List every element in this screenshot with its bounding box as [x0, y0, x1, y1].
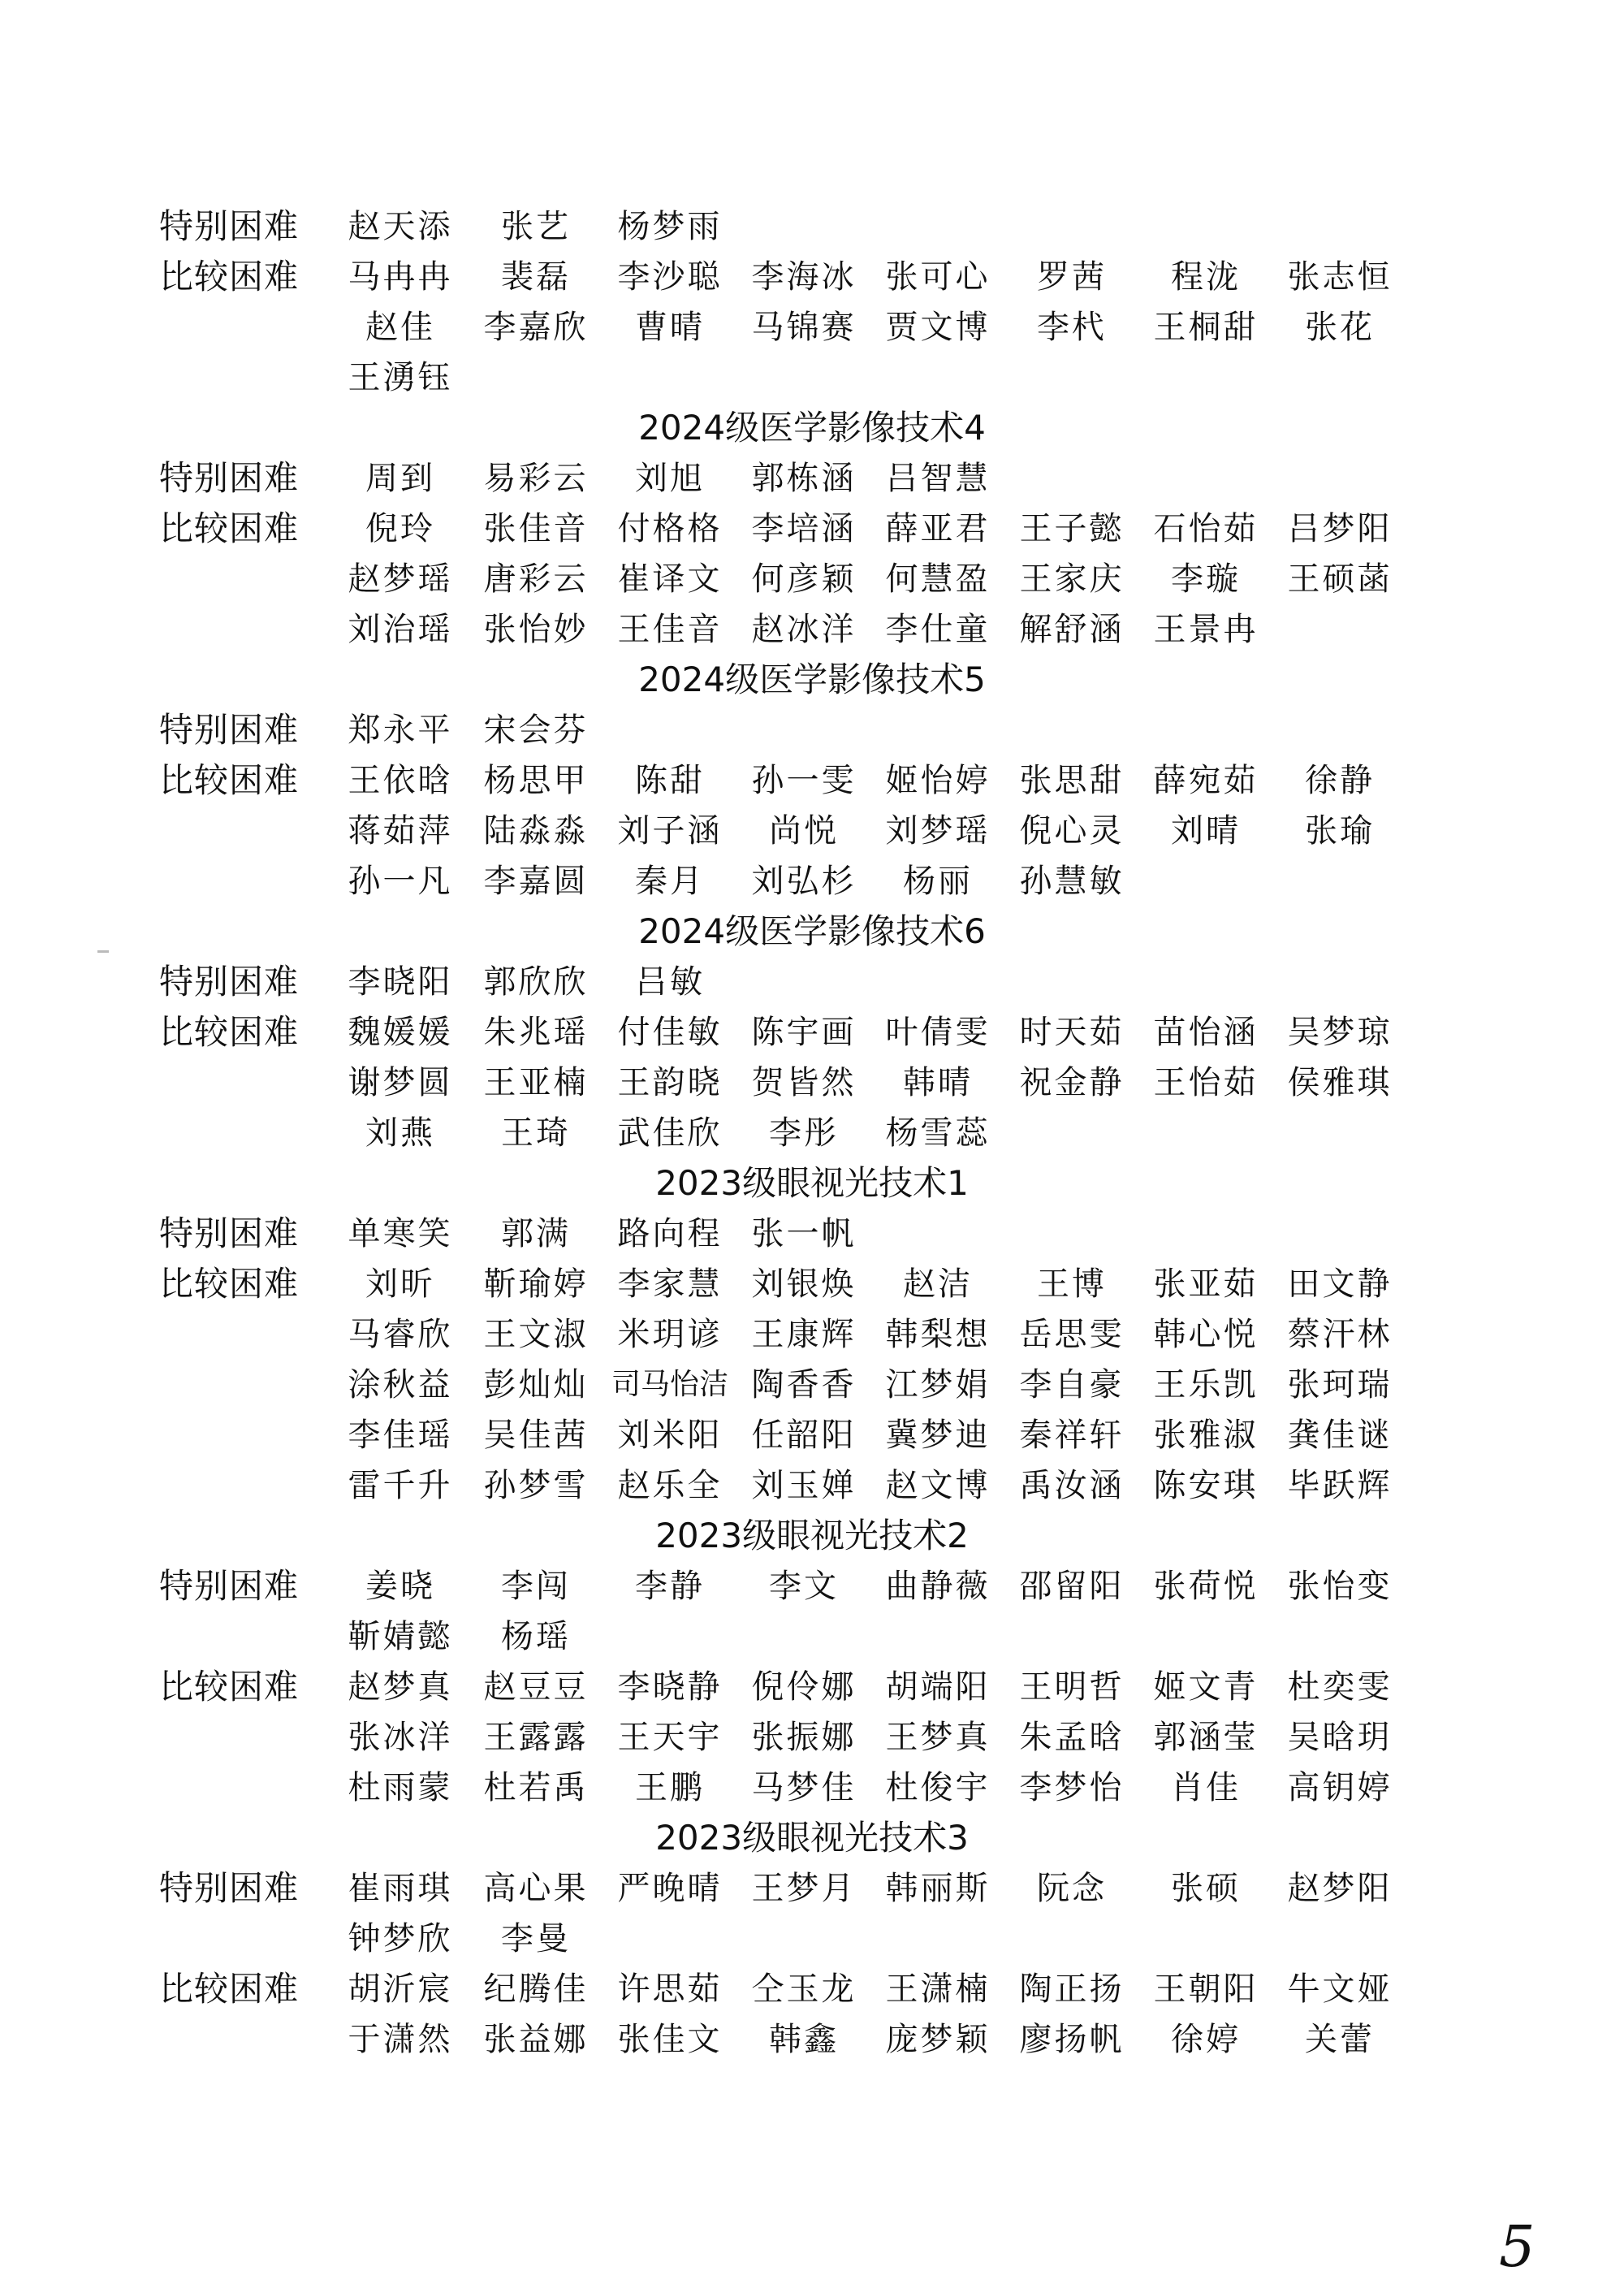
student-name: 王佳音 — [617, 611, 723, 648]
class-heading: 2024级医学影像技术6 — [638, 911, 986, 951]
hardship-category-label: 特别困难 — [159, 1213, 300, 1253]
student-name: 姬文青 — [1153, 1668, 1259, 1706]
name-row — [0, 1611, 1624, 1662]
student-name: 王硕菡 — [1287, 560, 1393, 598]
student-name: 高心果 — [483, 1870, 589, 1907]
student-name: 张荷悦 — [1153, 1568, 1259, 1605]
student-name: 胡端阳 — [885, 1668, 991, 1706]
hardship-category-label: 特别困难 — [159, 458, 300, 498]
student-name: 李嘉圆 — [483, 863, 589, 900]
student-name: 王子懿 — [1019, 510, 1125, 547]
hardship-category-label: 特别困难 — [159, 206, 300, 246]
student-name: 武佳欣 — [617, 1114, 723, 1152]
student-name: 蒋茹萍 — [348, 812, 453, 850]
name-row — [0, 1561, 1624, 1611]
student-name: 李自豪 — [1019, 1366, 1125, 1404]
student-name: 赵梦阳 — [1287, 1870, 1393, 1907]
student-name: 张珂瑞 — [1287, 1366, 1393, 1404]
class-heading: 2024级医学影像技术4 — [638, 408, 986, 448]
student-name: 何慧盈 — [885, 560, 991, 598]
student-name: 李曼 — [501, 1920, 571, 1957]
hardship-category-label: 特别困难 — [159, 1566, 300, 1606]
student-name: 王湧钰 — [348, 359, 453, 396]
student-name: 韩梨想 — [885, 1316, 991, 1353]
page-number: 5 — [1499, 2213, 1535, 2280]
name-row — [0, 1259, 1624, 1309]
student-name: 王康辉 — [751, 1316, 857, 1353]
student-name: 肖佳 — [1171, 1769, 1241, 1806]
student-name: 吕智慧 — [885, 460, 991, 497]
student-name: 张雅淑 — [1153, 1417, 1259, 1454]
student-name: 冀梦迪 — [885, 1417, 991, 1454]
name-row — [0, 504, 1624, 554]
student-name: 王琦 — [501, 1114, 571, 1152]
student-name: 陶香香 — [751, 1366, 857, 1404]
student-name: 王文淑 — [483, 1316, 589, 1353]
student-name: 张冰洋 — [348, 1719, 453, 1756]
student-name: 石怡茹 — [1153, 510, 1259, 547]
student-name: 李嘉欣 — [483, 309, 589, 346]
student-name: 付佳敏 — [617, 1014, 723, 1051]
student-name: 时天茹 — [1019, 1014, 1125, 1051]
name-row — [0, 1863, 1624, 1914]
student-name: 秦祥轩 — [1019, 1417, 1125, 1454]
student-name: 仝玉龙 — [751, 1970, 857, 2008]
student-name: 张亚茹 — [1153, 1265, 1259, 1303]
student-name: 苗怡涵 — [1153, 1014, 1259, 1051]
name-row — [0, 1360, 1624, 1410]
student-name: 张佳文 — [617, 2021, 723, 2058]
student-name: 杜奕雯 — [1287, 1668, 1393, 1706]
student-name: 陈甜 — [635, 762, 705, 799]
student-name: 贺皆然 — [751, 1064, 857, 1101]
student-name: 姜晓 — [365, 1568, 435, 1605]
name-row — [0, 1460, 1624, 1511]
student-name: 倪心灵 — [1019, 812, 1125, 850]
student-name: 吴佳茜 — [483, 1417, 589, 1454]
student-name: 李晓阳 — [348, 963, 453, 1001]
student-name: 王天宇 — [617, 1719, 723, 1756]
name-row — [0, 1209, 1624, 1259]
student-name: 许思茹 — [617, 1970, 723, 2008]
student-name: 李彤 — [769, 1114, 839, 1152]
student-name: 杨梦雨 — [617, 208, 723, 245]
student-name: 李仕童 — [885, 611, 991, 648]
student-name: 张佳音 — [483, 510, 589, 547]
name-row — [0, 201, 1624, 252]
name-row — [0, 1914, 1624, 1964]
name-row — [0, 1763, 1624, 1813]
student-name: 周到 — [365, 460, 435, 497]
student-name: 杨雪蕊 — [885, 1114, 991, 1152]
student-name: 宋会芬 — [483, 712, 589, 749]
student-name: 陶正扬 — [1019, 1970, 1125, 2008]
student-name: 张花 — [1305, 309, 1375, 346]
student-name: 刘晴 — [1171, 812, 1241, 850]
student-name: 祝金静 — [1019, 1064, 1125, 1101]
student-name: 靳婧懿 — [348, 1618, 453, 1655]
student-name: 贾文博 — [885, 309, 991, 346]
student-name: 赵洁 — [903, 1265, 973, 1303]
student-name: 陆淼淼 — [483, 812, 589, 850]
student-name: 胡沂宸 — [348, 1970, 453, 2008]
student-name: 李家慧 — [617, 1265, 723, 1303]
student-name: 田文静 — [1287, 1265, 1393, 1303]
student-name: 刘燕 — [365, 1114, 435, 1152]
student-name: 阮念 — [1037, 1870, 1107, 1907]
student-name: 王鹏 — [635, 1769, 705, 1806]
student-name: 马冉冉 — [348, 258, 453, 296]
student-name: 张硕 — [1171, 1870, 1241, 1907]
student-name: 姬怡婷 — [885, 762, 991, 799]
student-name: 叶倩雯 — [885, 1014, 991, 1051]
student-name: 秦月 — [635, 863, 705, 900]
student-name: 王明哲 — [1019, 1668, 1125, 1706]
name-row — [0, 302, 1624, 353]
name-row — [0, 353, 1624, 403]
student-name: 张益娜 — [483, 2021, 589, 2058]
student-name: 尚悦 — [769, 812, 839, 850]
student-name: 张怡妙 — [483, 611, 589, 648]
class-heading: 2023级眼视光技术2 — [655, 1516, 969, 1555]
student-name: 付格格 — [617, 510, 723, 547]
student-name: 刘旭 — [635, 460, 705, 497]
class-heading: 2024级医学影像技术5 — [638, 660, 986, 699]
student-name: 王依晗 — [348, 762, 453, 799]
student-name: 吕梦阳 — [1287, 510, 1393, 547]
student-name: 李培涵 — [751, 510, 857, 547]
student-name: 吴梦琼 — [1287, 1014, 1393, 1051]
student-name: 李静 — [635, 1568, 705, 1605]
student-name: 赵梦瑶 — [348, 560, 453, 598]
name-row — [0, 1964, 1624, 2014]
student-name: 杜俊宇 — [885, 1769, 991, 1806]
student-name: 韩晴 — [903, 1064, 973, 1101]
student-name: 李晓静 — [617, 1668, 723, 1706]
student-name: 庞梦颖 — [885, 2021, 991, 2058]
student-name: 钟梦欣 — [348, 1920, 453, 1957]
student-name: 吴晗玥 — [1287, 1719, 1393, 1756]
student-name: 彭灿灿 — [483, 1366, 589, 1404]
student-name: 王朝阳 — [1153, 1970, 1259, 2008]
student-name: 刘治瑶 — [348, 611, 453, 648]
student-name: 赵冰洋 — [751, 611, 857, 648]
name-row — [0, 554, 1624, 604]
student-name: 谢梦圆 — [348, 1064, 453, 1101]
student-name: 王潇楠 — [885, 1970, 991, 2008]
student-name: 孙梦雪 — [483, 1467, 589, 1504]
student-name: 王亚楠 — [483, 1064, 589, 1101]
student-name: 江梦娟 — [885, 1366, 991, 1404]
student-name: 龚佳谜 — [1287, 1417, 1393, 1454]
student-name: 易彩云 — [483, 460, 589, 497]
hardship-category-label: 比较困难 — [159, 508, 300, 548]
student-name: 马睿欣 — [348, 1316, 453, 1353]
student-name: 刘子涵 — [617, 812, 723, 850]
student-name: 刘玉婵 — [751, 1467, 857, 1504]
student-name: 王桐甜 — [1153, 309, 1259, 346]
hardship-category-label: 比较困难 — [159, 257, 300, 296]
student-name: 罗茜 — [1037, 258, 1107, 296]
student-name: 张振娜 — [751, 1719, 857, 1756]
student-name: 司马怡洁 — [611, 1368, 728, 1401]
student-name: 纪腾佳 — [483, 1970, 589, 2008]
student-name: 张艺 — [501, 208, 571, 245]
name-row — [0, 957, 1624, 1007]
student-name: 王景冉 — [1153, 611, 1259, 648]
student-name: 裴磊 — [501, 258, 571, 296]
name-row — [0, 1007, 1624, 1058]
hardship-category-label: 特别困难 — [159, 962, 300, 1001]
name-row — [0, 2014, 1624, 2065]
student-name: 米玥谚 — [617, 1316, 723, 1353]
student-name: 邵留阳 — [1019, 1568, 1125, 1605]
student-name: 孙一雯 — [751, 762, 857, 799]
student-name: 唐彩云 — [483, 560, 589, 598]
student-name: 雷千升 — [348, 1467, 453, 1504]
student-name: 倪伶娜 — [751, 1668, 857, 1706]
name-row — [0, 1712, 1624, 1763]
student-name: 单寒笑 — [348, 1215, 453, 1252]
student-name: 倪玲 — [365, 510, 435, 547]
student-name: 赵乐全 — [617, 1467, 723, 1504]
student-name: 李闯 — [501, 1568, 571, 1605]
name-row — [0, 705, 1624, 755]
hardship-category-label: 比较困难 — [159, 1012, 300, 1052]
student-name: 廖扬帆 — [1019, 2021, 1125, 2058]
student-name: 解舒涵 — [1019, 611, 1125, 648]
student-name: 王韵晓 — [617, 1064, 723, 1101]
student-name: 曲静薇 — [885, 1568, 991, 1605]
student-name: 高钥婷 — [1287, 1769, 1393, 1806]
student-name: 徐静 — [1305, 762, 1375, 799]
class-heading: 2023级眼视光技术1 — [655, 1163, 969, 1203]
hardship-category-label: 比较困难 — [159, 760, 300, 800]
student-name: 路向程 — [617, 1215, 723, 1252]
student-name: 杨丽 — [903, 863, 973, 900]
student-name: 郭栋涵 — [751, 460, 857, 497]
student-name: 张一帆 — [751, 1215, 857, 1252]
student-name: 侯雅琪 — [1287, 1064, 1393, 1101]
student-name: 朱兆瑶 — [483, 1014, 589, 1051]
student-name: 王博 — [1037, 1265, 1107, 1303]
name-row — [0, 252, 1624, 302]
name-row — [0, 604, 1624, 655]
student-name: 张可心 — [885, 258, 991, 296]
student-name: 王梦真 — [885, 1719, 991, 1756]
student-name: 关蕾 — [1305, 2021, 1375, 2058]
hardship-category-label: 特别困难 — [159, 1868, 300, 1908]
student-name: 杨瑶 — [501, 1618, 571, 1655]
name-row — [0, 1309, 1624, 1360]
student-name: 孙慧敏 — [1019, 863, 1125, 900]
student-name: 杜雨蒙 — [348, 1769, 453, 1806]
student-name: 马锦赛 — [751, 309, 857, 346]
student-name: 程泷 — [1171, 258, 1241, 296]
hardship-category-label: 比较困难 — [159, 1264, 300, 1304]
student-name: 崔译文 — [617, 560, 723, 598]
student-name: 毕跃辉 — [1287, 1467, 1393, 1504]
student-name: 靳瑜婷 — [483, 1265, 589, 1303]
student-name: 蔡汗林 — [1287, 1316, 1393, 1353]
student-name: 张思甜 — [1019, 762, 1125, 799]
student-name: 李杙 — [1037, 309, 1107, 346]
student-name: 韩心悦 — [1153, 1316, 1259, 1353]
student-name: 岳思雯 — [1019, 1316, 1125, 1353]
student-name: 陈宇画 — [751, 1014, 857, 1051]
student-name: 严晚晴 — [617, 1870, 723, 1907]
hardship-category-label: 特别困难 — [159, 710, 300, 750]
student-name: 刘银焕 — [751, 1265, 857, 1303]
student-name: 赵豆豆 — [483, 1668, 589, 1706]
student-name: 李佳瑶 — [348, 1417, 453, 1454]
student-name: 杜若禹 — [483, 1769, 589, 1806]
student-name: 张瑜 — [1305, 812, 1375, 850]
hardship-category-label: 比较困难 — [159, 1969, 300, 2009]
student-name: 杨思甲 — [483, 762, 589, 799]
student-name: 韩丽斯 — [885, 1870, 991, 1907]
student-name: 曹晴 — [635, 309, 705, 346]
name-row — [0, 1108, 1624, 1158]
name-row — [0, 1410, 1624, 1460]
name-row — [0, 1058, 1624, 1108]
student-name: 牛文娅 — [1287, 1970, 1393, 2008]
student-name: 马梦佳 — [751, 1769, 857, 1806]
student-name: 薛亚君 — [885, 510, 991, 547]
student-name: 王乐凯 — [1153, 1366, 1259, 1404]
student-name: 李璇 — [1171, 560, 1241, 598]
student-name: 何彦颖 — [751, 560, 857, 598]
student-name: 于潇然 — [348, 2021, 453, 2058]
student-name: 赵佳 — [365, 309, 435, 346]
student-name: 郭涵莹 — [1153, 1719, 1259, 1756]
student-name: 崔雨琪 — [348, 1870, 453, 1907]
student-name: 韩鑫 — [769, 2021, 839, 2058]
student-name: 孙一凡 — [348, 863, 453, 900]
student-name: 李沙聪 — [617, 258, 723, 296]
student-name: 李梦怡 — [1019, 1769, 1125, 1806]
student-name: 魏媛媛 — [348, 1014, 453, 1051]
student-name: 赵梦真 — [348, 1668, 453, 1706]
name-row — [0, 856, 1624, 906]
student-name: 王梦月 — [751, 1870, 857, 1907]
student-name: 刘梦瑶 — [885, 812, 991, 850]
student-name: 赵文博 — [885, 1467, 991, 1504]
name-row — [0, 755, 1624, 806]
student-name: 陈安琪 — [1153, 1467, 1259, 1504]
student-name: 张怡变 — [1287, 1568, 1393, 1605]
student-name: 王露露 — [483, 1719, 589, 1756]
student-name: 刘弘杉 — [751, 863, 857, 900]
student-name: 涂秋益 — [348, 1366, 453, 1404]
student-name: 王家庆 — [1019, 560, 1125, 598]
student-name: 禹汝涵 — [1019, 1467, 1125, 1504]
hardship-category-label: 比较困难 — [159, 1667, 300, 1707]
student-name: 朱孟晗 — [1019, 1719, 1125, 1756]
student-name: 刘米阳 — [617, 1417, 723, 1454]
student-name: 郭满 — [501, 1215, 571, 1252]
student-name: 薛宛茹 — [1153, 762, 1259, 799]
student-name: 任韶阳 — [751, 1417, 857, 1454]
name-row — [0, 453, 1624, 504]
student-name: 李文 — [769, 1568, 839, 1605]
student-name: 李海冰 — [751, 258, 857, 296]
student-name: 徐婷 — [1171, 2021, 1241, 2058]
student-name: 赵天添 — [348, 208, 453, 245]
student-name: 郭欣欣 — [483, 963, 589, 1001]
student-name: 张志恒 — [1287, 258, 1393, 296]
student-name: 郑永平 — [348, 712, 453, 749]
student-name: 吕敏 — [635, 963, 705, 1001]
class-heading: 2023级眼视光技术3 — [655, 1818, 969, 1858]
name-row — [0, 806, 1624, 856]
student-name: 刘昕 — [365, 1265, 435, 1303]
name-row — [0, 1662, 1624, 1712]
student-name: 王怡茹 — [1153, 1064, 1259, 1101]
